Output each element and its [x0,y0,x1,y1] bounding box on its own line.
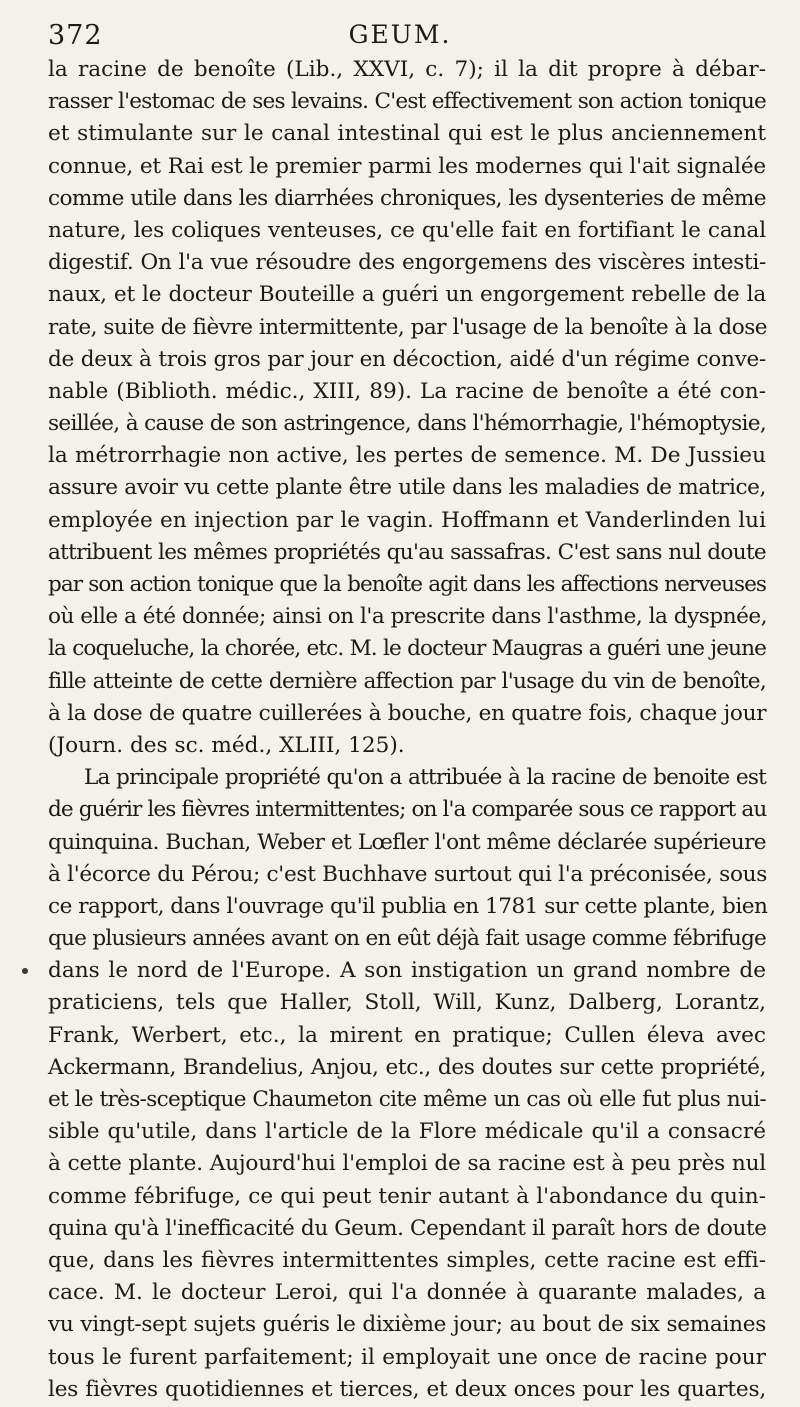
text-line: et stimulante sur le canal intestinal qui est le plus anciennement [48,121,766,147]
text-line: employée en injection par le vagin. Hoffmann et Vanderlinden lui [48,507,766,533]
text-line: Frank, Werbert, etc., la mirent en pratique; Cullen éleva avec [48,1022,766,1048]
text-line: connue, et Rai est le premier parmi les modernes qui l'ait signalée [48,153,766,179]
text-line: cace. M. le docteur Leroi, qui l'a donnée à quarante malades, a [48,1280,766,1306]
text-line: que, dans les fièvres intermittentes simples, cette racine est effi- [48,1247,766,1273]
text-line: ce rapport, dans l'ouvrage qu'il publia en 1781 sur cette plante, bien [48,893,768,919]
text-line: que plusieurs années avant on en eût déjà fait usage comme fébrifuge [48,926,766,952]
text-line: vu vingt-sept sujets guéris le dixième jour; au bout de six semaines [48,1312,766,1338]
text-line: de guérir les fièvres intermittentes; on l'a comparée sous ce rapport au [48,797,767,823]
text-line: à l'écorce du Pérou; c'est Buchhave surtout qui l'a préconisée, sous [48,861,768,887]
text-line: rate, suite de fièvre intermittente, par l'usage de la benoîte à la dose [48,314,768,340]
text-line: nature, les coliques venteuses, ce qu'elle fait en fortifiant le canal [48,217,766,243]
text-line: fille atteinte de cette dernière affection par l'usage du vin de benoîte, [48,668,766,694]
ink-speck [22,968,28,974]
text-line: Ackermann, Brandelius, Anjou, etc., des doutes sur cette propriété, [48,1054,766,1080]
text-line: nable (Biblioth. médic., XIII, 89). La racine de benoîte a été con- [48,378,766,404]
text-line: comme utile dans les diarrhées chroniques, les dysenteries de même [48,185,766,211]
text-line: praticiens, tels que Haller, Stoll, Will, Kunz, Dalberg, Lorantz, [48,990,766,1016]
text-line: assure avoir vu cette plante être utile dans les maladies de matrice, [48,475,766,501]
text-line: à la dose de quatre cuillerées à bouche, en quatre fois, chaque jour [48,700,767,726]
text-line: à cette plante. Aujourd'hui l'emploi de sa racine est à peu près nul [48,1151,766,1177]
text-line: la coqueluche, la chorée, etc. M. le docteur Maugras a guéri une jeune [48,636,766,662]
text-line: naux, et le docteur Bouteille a guéri un engorgement rebelle de la [48,282,766,308]
page-number: 372 [48,20,103,51]
text-line: rasser l'estomac de ses levains. C'est effectivement son action tonique [48,89,766,115]
text-line: la métrorrhagie non active, les pertes de semence. M. De Jussieu [48,443,766,469]
text-line: sible qu'utile, dans l'article de la Flore médicale qu'il a consacré [48,1119,766,1145]
text-line: digestif. On l'a vue résoudre des engorgemens des viscères intesti- [48,250,766,276]
text-line: par son action tonique que la benoîte agit dans les affections nerveuses [48,572,766,597]
text-line: comme fébrifuge, ce qui peut tenir autant à l'abondance du quin- [48,1183,766,1209]
running-head: GEUM. [348,20,452,49]
text-line: où elle a été donnée; ainsi on l'a prescrite dans l'asthme, la dyspnée, [48,604,768,630]
text-line: dans le nord de l'Europe. A son instigation un grand nombre de [48,958,766,984]
body-text [48,54,766,1406]
text-line: et le très-sceptique Chaumeton cite même un cas où elle fut plus nui- [48,1087,766,1112]
text-line: quina qu'à l'inefficacité du Geum. Cependant il paraît hors de doute [48,1215,767,1241]
text-line: attribuent les mêmes propriétés qu'au sassafras. C'est sans nul doute [48,539,766,565]
text-line: seillée, à cause de son astringence, dans l'hémorrhagie, l'hémoptysie, [48,411,766,437]
text-line: les fièvres quotidiennes et tierces, et deux onces pour les quartes, [48,1376,766,1402]
text-line: la racine de benoîte (Lib., XXVI, c. 7); il la dit propre à débar- [48,57,766,82]
text-line: tous le furent parfaitement; il employait une once de racine pour [48,1344,766,1370]
text-line: quinquina. Buchan, Weber et Lœfler l'ont même déclarée supérieure [48,829,766,855]
page-header [0,14,800,54]
paragraph-end-line: (Journ. des sc. méd., XLIII, 125). [48,732,405,758]
paragraph-start-line: La principale propriété qu'on a attribuée à la racine de benoite est [84,765,766,791]
text-line: de deux à trois gros par jour en décoction, aidé d'un régime conve- [48,346,766,372]
